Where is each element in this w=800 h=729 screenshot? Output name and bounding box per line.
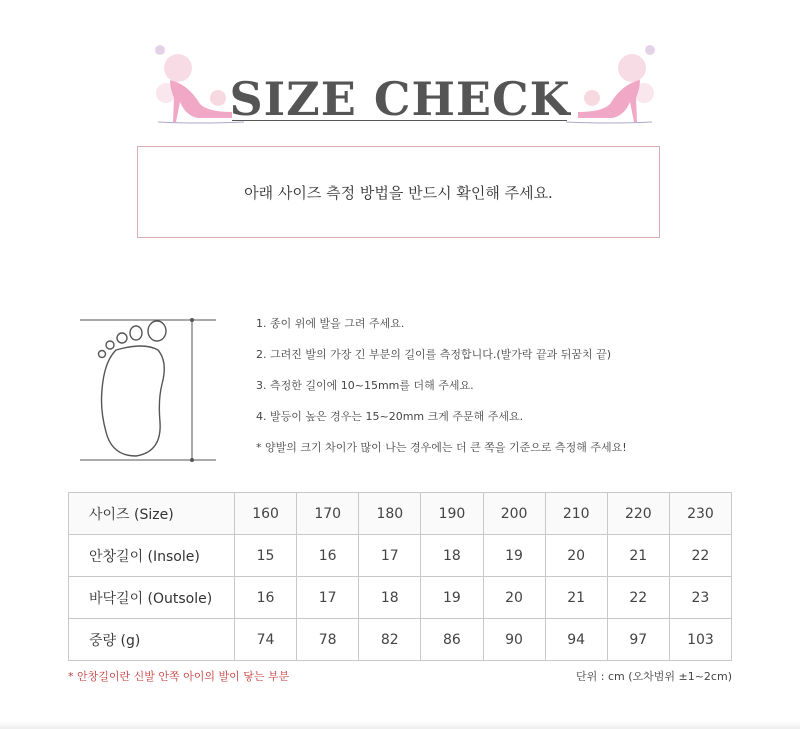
- row-label: 사이즈 (Size): [69, 493, 235, 535]
- unit-footnote: 단위 : cm (오차범위 ±1~2cm): [576, 670, 732, 683]
- table-cell: 82: [359, 619, 421, 661]
- table-cell: 210: [545, 493, 607, 535]
- header: [0, 38, 800, 138]
- table-cell: 20: [545, 535, 607, 577]
- instruction-list: [256, 316, 776, 471]
- table-cell: 22: [607, 577, 669, 619]
- table-cell: 190: [421, 493, 483, 535]
- row-label: 안창길이 (Insole): [69, 535, 235, 577]
- table-cell: 15: [235, 535, 297, 577]
- notice-box: [137, 146, 660, 238]
- bottom-divider: [0, 721, 800, 729]
- table-cell: 17: [359, 535, 421, 577]
- table-cell: 17: [297, 577, 359, 619]
- table-cell: 90: [483, 619, 545, 661]
- table-cell: 103: [669, 619, 731, 661]
- table-row-outsole: [69, 577, 732, 619]
- table-cell: 23: [669, 577, 731, 619]
- table-cell: 16: [235, 577, 297, 619]
- row-label: 중량 (g): [69, 619, 235, 661]
- table-row-size: [69, 493, 732, 535]
- table-cell: 22: [669, 535, 731, 577]
- instruction-step-3: 3. 측정한 길이에 10~15mm를 더해 주세요.: [256, 379, 474, 392]
- table-cell: 200: [483, 493, 545, 535]
- pink-high-heel-icon: [562, 38, 662, 128]
- instruction-note: * 양발의 크기 차이가 많이 나는 경우에는 더 큰 쪽을 기준으로 측정해 주세요!: [256, 441, 627, 454]
- table-cell: 160: [235, 493, 297, 535]
- page-title: SIZE CHECK: [229, 72, 571, 126]
- table-cell: 21: [545, 577, 607, 619]
- table-cell: 19: [421, 577, 483, 619]
- instruction-step-4: 4. 발등이 높은 경우는 15~20mm 크게 주문해 주세요.: [256, 410, 524, 423]
- table-cell: 94: [545, 619, 607, 661]
- table-row-insole: [69, 535, 732, 577]
- table-cell: 170: [297, 493, 359, 535]
- table-cell: 78: [297, 619, 359, 661]
- table-cell: 97: [607, 619, 669, 661]
- table-cell: 220: [607, 493, 669, 535]
- table-row-weight: [69, 619, 732, 661]
- table-cell: 16: [297, 535, 359, 577]
- row-label: 바닥길이 (Outsole): [69, 577, 235, 619]
- table-cell: 18: [421, 535, 483, 577]
- table-cell: 19: [483, 535, 545, 577]
- table-cell: 230: [669, 493, 731, 535]
- table-cell: 21: [607, 535, 669, 577]
- instruction-step-1: 1. 종이 위에 발을 그려 주세요.: [256, 317, 405, 330]
- instruction-step-2: 2. 그려진 발의 가장 긴 부분의 길이를 측정합니다.(발가락 끝과 뒤꿈치 끝): [256, 348, 612, 361]
- foot-outline-icon: [78, 314, 220, 464]
- insole-footnote: * 안창길이란 신발 안쪽 아이의 발이 닿는 부분: [68, 670, 290, 683]
- table-cell: 74: [235, 619, 297, 661]
- table-cell: 180: [359, 493, 421, 535]
- table-cell: 20: [483, 577, 545, 619]
- table-cell: 18: [359, 577, 421, 619]
- notice-text: 아래 사이즈 측정 방법을 반드시 확인해 주세요.: [244, 183, 553, 202]
- table-cell: 86: [421, 619, 483, 661]
- size-table: [68, 492, 732, 661]
